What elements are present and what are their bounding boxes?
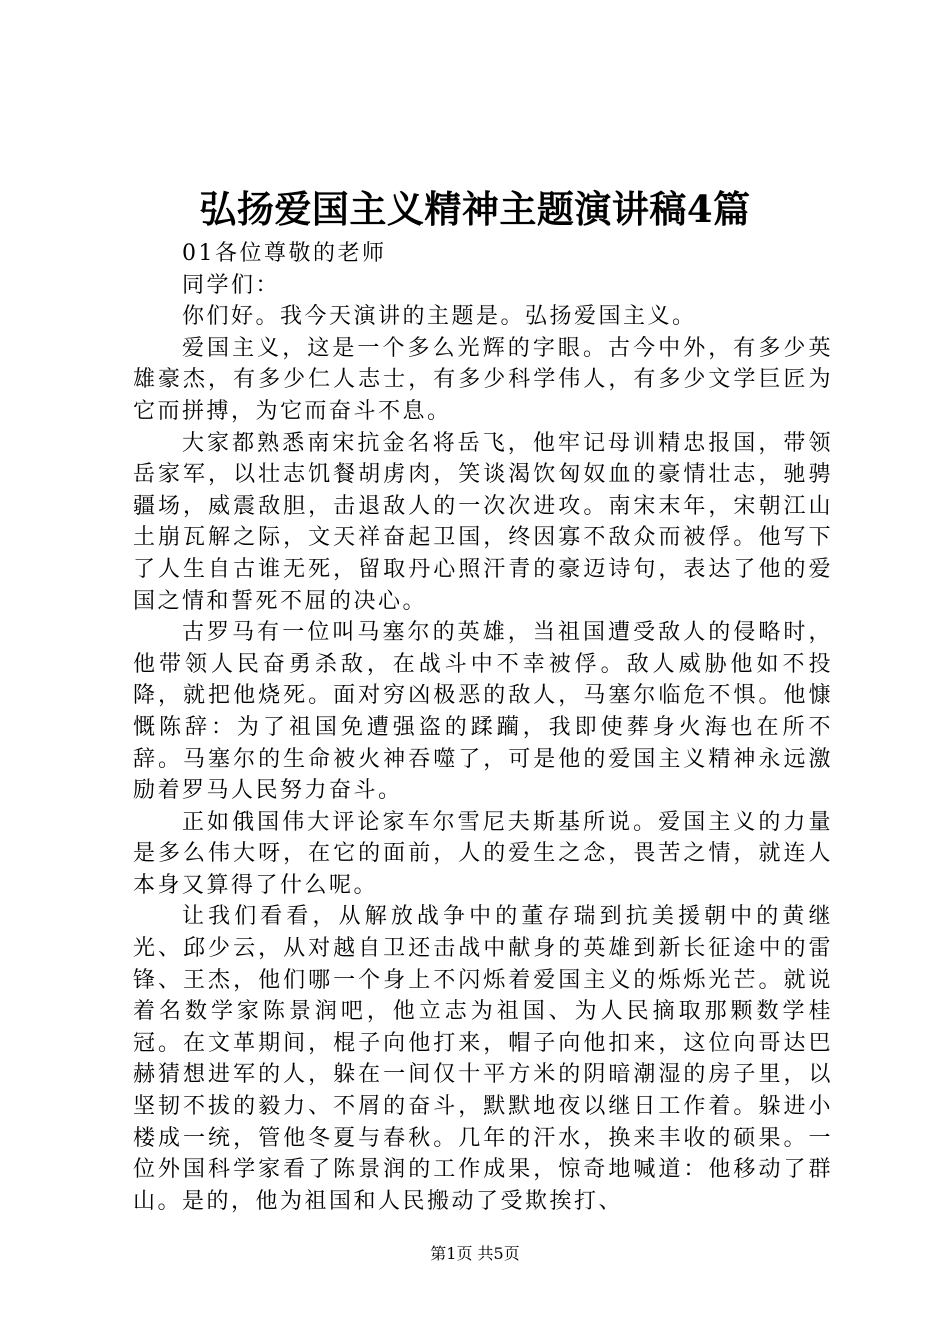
paragraph-yue-fei: 大家都熟悉南宋抗金名将岳飞，他牢记母训精忠报国，带领岳家军，以壮志饥餐胡虏肉，笑谈渴饮匈奴血的豪情壮志，驰骋疆场，威震敌胆，击退敌人的一次次进攻。南宋末年，宋朝江山土崩瓦解之际，文天祥奋起卫国，终因寡不敌众而被俘。他写下了人生自古谁无死，留取丹心照汗青的豪迈诗句，表达了他的爱国之情和誓死不屈的决心。	[133, 430, 833, 614]
paragraph-marcel: 古罗马有一位叫马塞尔的英雄，当祖国遭受敌人的侵略时，他带领人民奋勇杀敌，在战斗中不幸被俘。敌人威胁他如不投降，就把他烧死。面对穷凶极恶的敌人，马塞尔临危不惧。他慷慨陈辞：为了祖国免遭强盗的蹂躏，我即使葬身火海也在所不辞。马塞尔的生命被火神吞噬了，可是他的爱国主义精神永远激励着罗马人民努力奋斗。	[133, 620, 833, 804]
paragraph-heroes: 让我们看看，从解放战争中的董存瑞到抗美援朝中的黄继光、邱少云，从对越自卫还击战中献身的英雄到新长征途中的雷锋、王杰，他们哪一个身上不闪烁着爱国主义的烁烁光芒。就说着名数学家陈景润吧，他立志为祖国、为人民摘取那颗数学桂冠。在文革期间，棍子向他打来，帽子向他扣来，这位向哥达巴赫猜想进军的人，躲在一间仅十平方米的阴暗潮湿的房子里，以坚韧不拔的毅力、不屑的奋斗，默默地夜以继日工作着。躲进小楼成一统，管他冬夏与春秋。几年的汗水，换来丰收的硕果。一位外国科学家看了陈景润的工作成果，惊奇地喊道：他移动了群山。是的，他为祖国和人民搬动了受欺挨打、	[133, 904, 833, 1214]
document-body	[133, 238, 833, 1217]
paragraph-quote: 正如俄国伟大评论家车尔雪尼夫斯基所说。爱国主义的力量是多么伟大呀，在它的面前，人的爱生之念，畏苦之情，就连人本身又算得了什么呢。	[133, 809, 833, 898]
paragraph-patriotism: 爱国主义，这是一个多么光辉的字眼。古今中外，有多少英雄豪杰，有多少仁人志士，有多少科学伟人，有多少文学巨匠为它而拼搏，为它而奋斗不息。	[133, 335, 833, 424]
page-footer: 第1页 共5页	[430, 1244, 520, 1263]
paragraph-greeting: 01各位尊敬的老师	[182, 241, 387, 266]
paragraph-salutation: 同学们：	[182, 272, 281, 298]
document-title: 弘扬爱国主义精神主题演讲稿4篇	[199, 187, 751, 231]
paragraph-intro: 你们好。我今天演讲的主题是。弘扬爱国主义。	[182, 304, 697, 330]
